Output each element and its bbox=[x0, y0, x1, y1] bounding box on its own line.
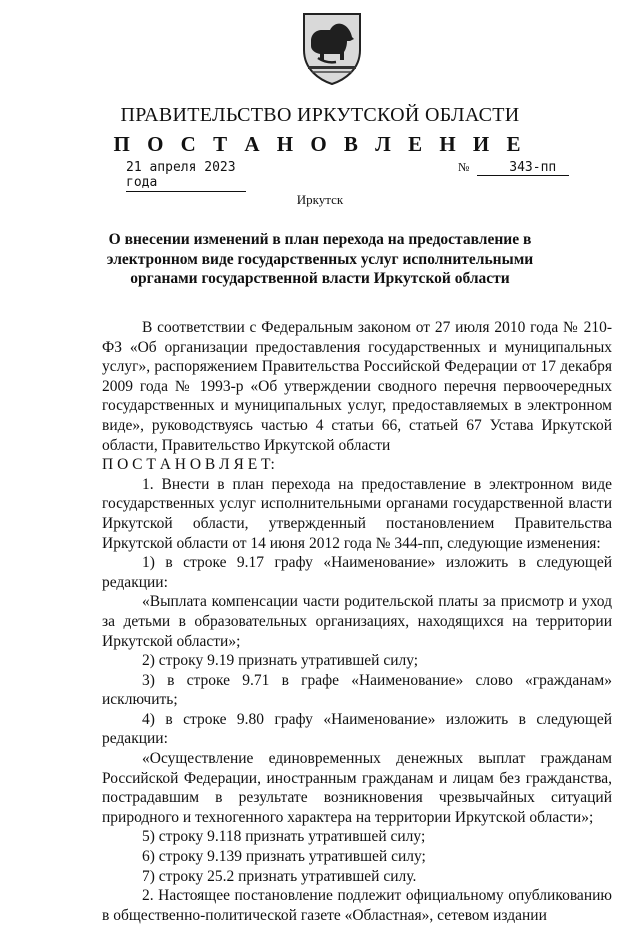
subitem-7: 7) строку 25.2 признать утратившей силу. bbox=[142, 867, 417, 885]
subitem-2: 2) строку 9.19 признать утратившей силу; bbox=[142, 652, 419, 670]
government-name: ПРАВИТЕЛЬСТВО ИРКУТСКОЙ ОБЛАСТИ bbox=[120, 104, 520, 126]
document-date: 21 апреля 2023 года bbox=[126, 160, 246, 192]
item-2-paragraph: 2. Настоящее постановление подлежит официальному опубликованию в общественно-политической газете «Областная», сетевом издании bbox=[102, 887, 612, 924]
document-body bbox=[102, 318, 612, 925]
number-sign: № bbox=[458, 160, 470, 174]
document-number: 343-пп bbox=[477, 160, 569, 176]
subitem-6: 6) строку 9.139 признать утратившей силу; bbox=[142, 848, 426, 866]
subitem-4: 4) в строке 9.80 графу «Наименование» изложить в следующей редакции: bbox=[102, 710, 612, 748]
subitem-1: 1) в строке 9.17 графу «Наименование» изложить в следующей редакции: bbox=[102, 554, 612, 591]
subitem-4-text: «Осуществление единовременных денежных выплат гражданам Российской Федерации, иностранным гражданам и лицам без гражданства, пострадавшим в результате возникновения чрезвычайных ситуаций природного и техногенного характера на территории Иркутской области»; bbox=[102, 750, 612, 826]
city: Иркутск bbox=[296, 192, 344, 207]
preamble-paragraph: В соответствии с Федеральным законом от 27 июля 2010 года № 210-ФЗ «Об организации предоставления государственных и муниципальных услуг», распоряжением Правительства Российской Федерации от 17 декабря 2009 года № 1993-р «Об утверждении сводного перечня первоочередных государственных и муниципальных услуг, предоставляемых в электронном виде», руководствуясь частью 4 статьи 66, статьей 67 Устава Иркутской области, Правительство Иркутской области bbox=[102, 319, 612, 454]
item-1-paragraph: 1. Внести в план перехода на предоставление в электронном виде государственных услуг исполнительными органами государственной власти Иркутской области, утвержденный постановлением Правительства Иркутской области от 14 июня 2012 года № 344-пп, следующие изменения: bbox=[102, 475, 612, 552]
irkutsk-coat-of-arms-icon bbox=[300, 10, 364, 86]
subitem-3: 3) в строке 9.71 в графе «Наименование» слово «гражданам» исключить; bbox=[102, 671, 612, 709]
document-title: О внесении изменений в план перехода на предоставление в электронном виде государственных услуг исполнительными органами государственной власти Иркутской области bbox=[106, 231, 534, 287]
resolves-heading: П О С Т А Н О В Л Я Е Т: bbox=[102, 456, 275, 474]
document-type: П О С Т А Н О В Л Е Н И Е bbox=[113, 132, 527, 156]
subitem-5: 5) строку 9.118 признать утратившей силу; bbox=[142, 828, 426, 846]
document-number-block bbox=[458, 160, 569, 176]
subitem-1-text: «Выплата компенсации части родительской платы за присмотр и уход за детьми в образовательных организациях, находящихся на территории Иркутской области»; bbox=[102, 593, 612, 650]
